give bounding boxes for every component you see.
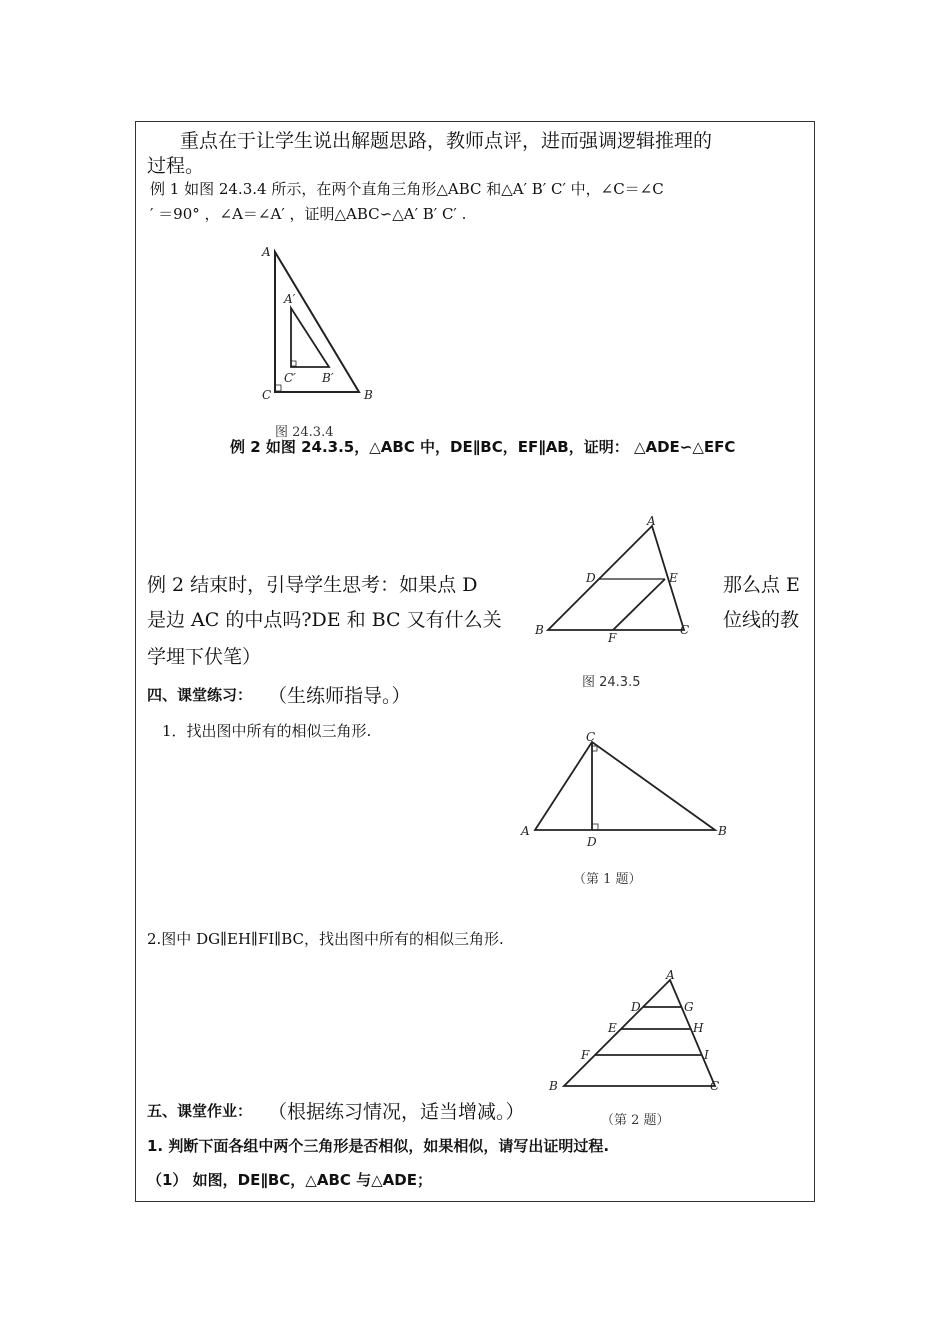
label-a: A (262, 245, 271, 259)
label-c-ex1: C (586, 730, 596, 744)
section5-question-1-part-1: （1） 如图，DE∥BC，△ABC 与△ADE； (147, 1171, 432, 1189)
intro-line-2: 过程。 (147, 155, 205, 177)
section5-note: （根据练习情况，适当增减。） (268, 1101, 525, 1123)
label-h-ex2: H (693, 1021, 704, 1035)
segment-ef (613, 579, 665, 630)
section4-question-1: 1．找出图中所有的相似三角形. (162, 722, 372, 740)
label-f-ex2: F (581, 1048, 590, 1062)
label-d-ex2: D (631, 1000, 641, 1014)
section5-heading: 五、课堂作业： (147, 1102, 253, 1120)
label-b-ex2: B (549, 1079, 558, 1093)
discussion-line-1a: 例 2 结束时，引导学生思考：如果点 D (147, 574, 478, 596)
label-c-prime: C′ (284, 371, 296, 385)
example2-statement: 例 2 如图 24.3.5，△ABC 中，DE∥BC，EF∥AB，证明： △ADE∽△EFC (230, 438, 736, 456)
label-b: B (364, 388, 373, 402)
label-d-ex1: D (587, 835, 597, 849)
triangle-abc-ex1 (535, 742, 715, 830)
triangle-a1b1c1 (291, 308, 329, 367)
figure-exercise-2 (540, 966, 730, 1131)
label-a-ex2: A (666, 968, 675, 982)
intro-line-1: 重点在于让学生说出解题思路，教师点评，进而强调逻辑推理的 (180, 130, 713, 152)
section4-note: （生练师指导。） (268, 685, 411, 707)
label-f-2: F (608, 631, 617, 645)
discussion-line-2b: 位线的教 (723, 609, 800, 631)
label-e-ex2: E (608, 1021, 617, 1035)
label-i-ex2: I (704, 1048, 709, 1062)
figure-exercise-1 (515, 728, 735, 893)
label-b-2: B (535, 623, 544, 637)
figure-exercise-1-caption: （第 1 题） (573, 872, 642, 887)
figure-24-3-5-caption: 图 24.3.5 (582, 675, 641, 690)
label-b-prime: B′ (322, 371, 334, 385)
discussion-line-2a: 是边 AC 的中点吗?DE 和 BC 又有什么关 (147, 609, 502, 631)
discussion-line-3: 学埋下伏笔） (147, 646, 262, 668)
section4-question-2: 2.图中 DG∥EH∥FI∥BC，找出图中所有的相似三角形. (147, 930, 504, 948)
label-c-2: C (680, 623, 690, 637)
section5-question-1: 1. 判断下面各组中两个三角形是否相似，如果相似，请写出证明过程. (147, 1137, 610, 1155)
section4-heading: 四、课堂练习： (147, 686, 253, 704)
figure-exercise-2-caption: （第 2 题） (601, 1113, 670, 1128)
label-e-2: E (669, 571, 678, 585)
example1-line-2: ′ ＝90° ，∠A＝∠A′ ，证明△ABC∽△A′ B′ C′ . (150, 205, 467, 223)
label-g-ex2: G (684, 1000, 694, 1014)
label-b-ex1: B (718, 824, 727, 838)
label-d-2: D (586, 571, 596, 585)
figure-24-3-4-caption: 图 24.3.4 (275, 425, 334, 440)
figure-24-3-5 (530, 512, 710, 697)
triangle-abc-2 (548, 526, 684, 630)
discussion-line-1b: 那么点 E (723, 574, 800, 596)
label-c: C (262, 388, 272, 402)
label-c-ex2: C (710, 1079, 720, 1093)
example1-line-1: 例 1 如图 24.3.4 所示，在两个直角三角形△ABC 和△A′ B′ C′ 中，∠C＝∠C (150, 180, 664, 198)
figure-24-3-4 (255, 240, 385, 440)
label-a-2: A (647, 514, 656, 528)
right-angle-mark-d (592, 824, 598, 830)
label-a-ex1: A (521, 824, 530, 838)
label-a-prime: A′ (284, 292, 296, 306)
